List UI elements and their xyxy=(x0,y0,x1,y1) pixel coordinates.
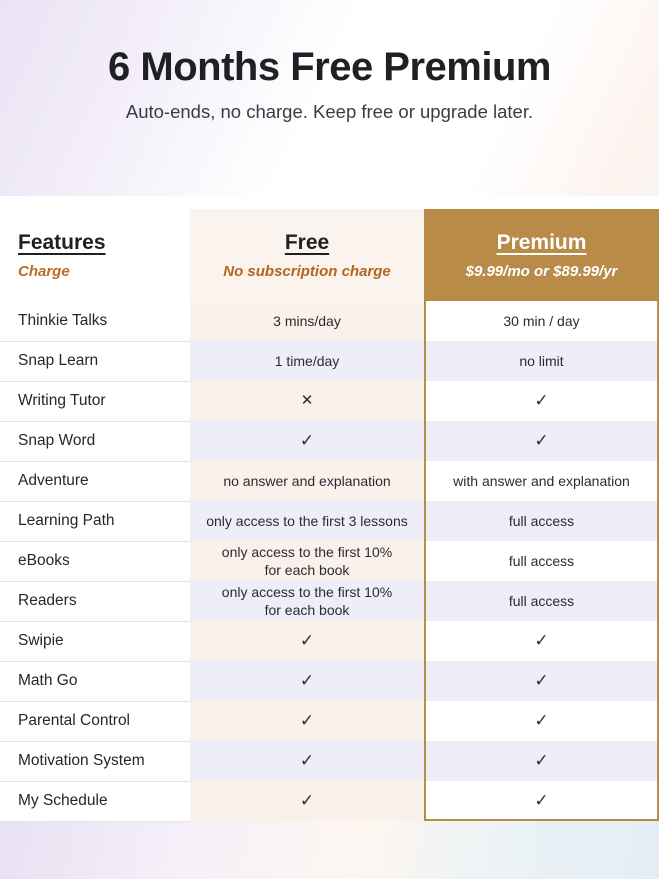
feature-label: Readers xyxy=(0,581,190,621)
check-icon: ✓ xyxy=(534,790,549,810)
check-icon: ✓ xyxy=(534,750,549,770)
feature-label: eBooks xyxy=(0,541,190,581)
table-row xyxy=(0,381,659,421)
value-line: only access to the first 10% xyxy=(221,543,393,560)
table-row xyxy=(0,621,659,661)
table-row xyxy=(0,581,659,621)
table-body xyxy=(0,301,659,821)
feature-label: Learning Path xyxy=(0,501,190,541)
feature-label: Writing Tutor xyxy=(0,381,190,421)
bottom-gradient-band xyxy=(0,817,659,879)
feature-label: Motivation System xyxy=(0,741,190,781)
premium-value: no limit xyxy=(424,341,659,381)
table-header xyxy=(0,209,659,301)
check-icon: ✓ xyxy=(299,790,315,810)
premium-value: 30 min / day xyxy=(424,301,659,341)
premium-value xyxy=(424,701,659,741)
value-line: for each book xyxy=(264,562,350,578)
table-row xyxy=(0,301,659,341)
column-header-free xyxy=(190,209,424,301)
table-row xyxy=(0,781,659,821)
premium-column-subtitle: $9.99/mo or $89.99/yr xyxy=(465,263,618,281)
column-header-features xyxy=(0,209,190,301)
page-header xyxy=(0,0,659,123)
check-icon: ✓ xyxy=(299,430,315,450)
cross-icon: ✕ xyxy=(300,392,314,410)
table-row xyxy=(0,661,659,701)
free-value xyxy=(190,421,424,461)
check-icon: ✓ xyxy=(299,630,315,650)
free-value xyxy=(190,381,424,421)
page-title: 6 Months Free Premium xyxy=(108,45,551,89)
free-value xyxy=(190,741,424,781)
premium-value xyxy=(424,381,659,421)
value-line: only access to the first 10% xyxy=(221,583,393,600)
premium-value: full access xyxy=(424,581,659,621)
free-value: only access to the first 3 lessons xyxy=(190,501,424,541)
premium-value: full access xyxy=(424,541,659,581)
features-column-subtitle: Charge xyxy=(18,263,70,281)
free-column-title: Free xyxy=(284,230,330,254)
free-value xyxy=(190,541,424,581)
table-row xyxy=(0,741,659,781)
table-row xyxy=(0,461,659,501)
check-icon: ✓ xyxy=(534,630,549,650)
column-header-premium xyxy=(424,209,659,301)
premium-value xyxy=(424,421,659,461)
premium-value xyxy=(424,661,659,701)
page-subtitle: Auto-ends, no charge. Keep free or upgrade later. xyxy=(125,101,534,123)
premium-value xyxy=(424,781,659,821)
free-column-subtitle: No subscription charge xyxy=(223,263,391,281)
check-icon: ✓ xyxy=(534,710,549,730)
free-value xyxy=(190,701,424,741)
check-icon: ✓ xyxy=(534,390,549,410)
check-icon: ✓ xyxy=(534,430,549,450)
free-value xyxy=(190,621,424,661)
feature-label: Snap Learn xyxy=(0,341,190,381)
free-value xyxy=(190,661,424,701)
free-value: 1 time/day xyxy=(190,341,424,381)
check-icon: ✓ xyxy=(534,670,549,690)
feature-label: My Schedule xyxy=(0,781,190,821)
feature-label: Snap Word xyxy=(0,421,190,461)
premium-value: full access xyxy=(424,501,659,541)
free-value xyxy=(190,781,424,821)
value-line: for each book xyxy=(264,602,350,618)
free-value xyxy=(190,581,424,621)
feature-label: Math Go xyxy=(0,661,190,701)
comparison-table xyxy=(0,209,659,822)
feature-label: Parental Control xyxy=(0,701,190,741)
feature-label: Adventure xyxy=(0,461,190,501)
check-icon: ✓ xyxy=(299,710,315,730)
check-icon: ✓ xyxy=(299,750,315,770)
premium-value xyxy=(424,741,659,781)
feature-label: Swipie xyxy=(0,621,190,661)
check-icon: ✓ xyxy=(299,670,315,690)
table-row xyxy=(0,541,659,581)
table-row xyxy=(0,701,659,741)
table-row xyxy=(0,341,659,381)
free-value: 3 mins/day xyxy=(190,301,424,341)
feature-label: Thinkie Talks xyxy=(0,301,190,341)
features-column-title: Features xyxy=(18,230,106,254)
premium-column-title: Premium xyxy=(496,230,587,254)
table-row xyxy=(0,501,659,541)
comparison-table-wrapper xyxy=(0,209,659,822)
premium-value: with answer and explanation xyxy=(424,461,659,501)
table-row xyxy=(0,421,659,461)
free-value: no answer and explanation xyxy=(190,461,424,501)
premium-value xyxy=(424,621,659,661)
